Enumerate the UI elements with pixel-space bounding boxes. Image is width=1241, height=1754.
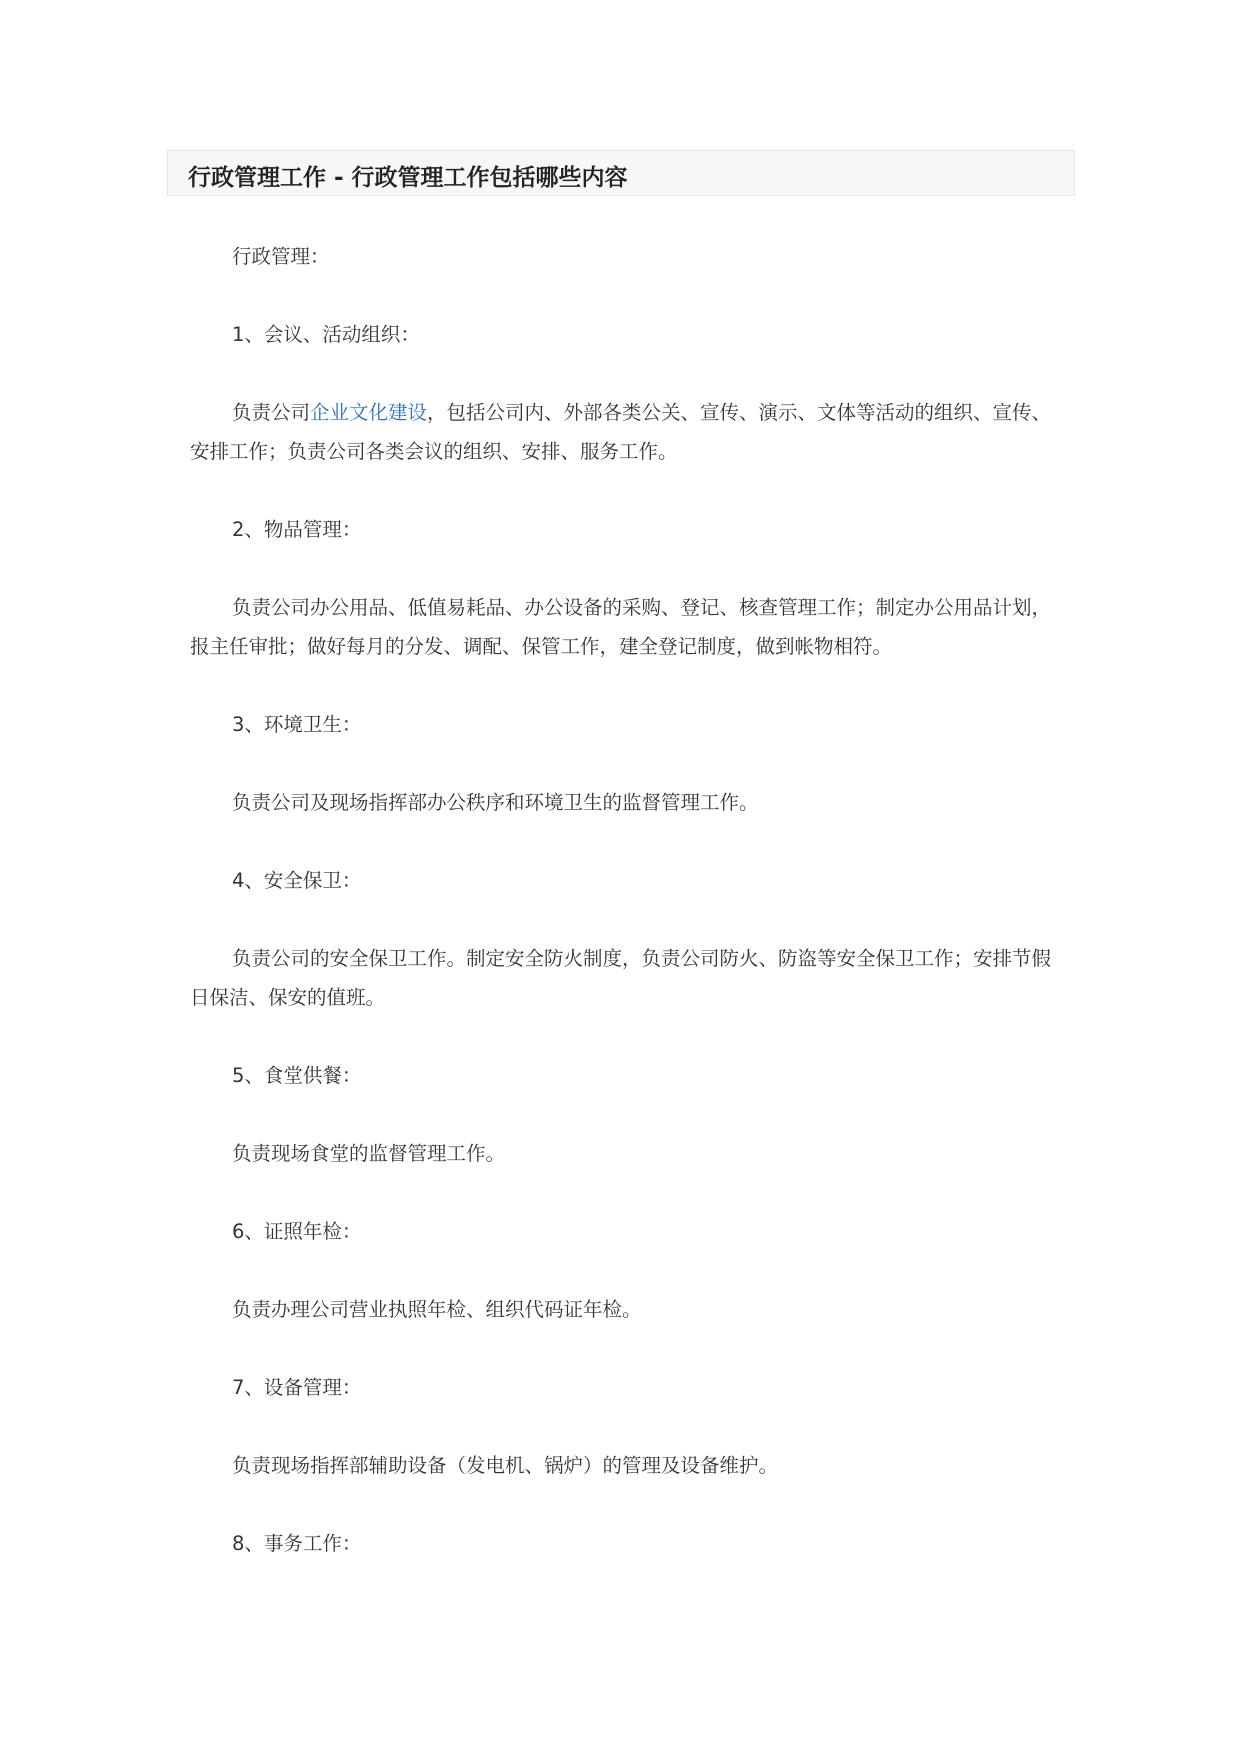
section-number: 6: [232, 1220, 245, 1243]
section-number: 2: [232, 518, 245, 541]
section-heading-2: [190, 510, 1070, 549]
section-heading-8: [190, 1524, 1070, 1563]
section-heading-4: [190, 861, 1070, 900]
section-heading-7: [190, 1368, 1070, 1407]
article-title: 行政管理工作 - 行政管理工作包括哪些内容: [188, 165, 628, 191]
section-number: 1: [232, 323, 245, 346]
section-heading-text: 、会议、活动组织：: [244, 323, 420, 346]
section-body-prefix: 负责公司: [232, 401, 311, 424]
section-body-4: 负责公司的安全保卫工作。制定安全防火制度，负责公司防火、防盗等安全保卫工作；安排节假日保洁、保安的值班。: [190, 947, 1052, 1009]
section-number: 5: [232, 1064, 245, 1087]
section-body-7: 负责现场指挥部辅助设备（发电机、锅炉）的管理及设备维护。: [232, 1454, 779, 1477]
section-heading-text: 、食堂供餐：: [244, 1064, 362, 1087]
section-number: 8: [232, 1532, 245, 1555]
corporate-culture-link[interactable]: 企业文化建设: [310, 401, 428, 424]
section-heading-text: 、证照年检：: [244, 1220, 362, 1243]
section-heading-text: 、物品管理：: [244, 518, 362, 541]
article-title-bar: [167, 150, 1075, 196]
section-body-5: 负责现场食堂的监督管理工作。: [232, 1142, 506, 1165]
section-number: 3: [232, 713, 245, 736]
section-heading-text: 、事务工作：: [244, 1532, 362, 1555]
intro-paragraph: 行政管理：: [232, 245, 330, 268]
section-body-1: [190, 393, 1070, 471]
section-heading-text: 、设备管理：: [244, 1376, 362, 1399]
section-body-suffix: ，包括公司内、外部各类公关、宣传、演示、文体等活动的组织、宣传、安排工作；负责公司各类会议的组织、安排、服务工作。: [190, 401, 1052, 463]
section-body-6: 负责办理公司营业执照年检、组织代码证年检。: [232, 1298, 642, 1321]
section-body-2: 负责公司办公用品、低值易耗品、办公设备的采购、登记、核查管理工作；制定办公用品计划，报主任审批；做好每月的分发、调配、保管工作，建全登记制度，做到帐物相符。: [190, 596, 1052, 658]
section-heading-text: 、安全保卫：: [244, 869, 362, 892]
section-heading-1: [190, 315, 1070, 354]
section-body-3: 负责公司及现场指挥部办公秩序和环境卫生的监督管理工作。: [232, 791, 759, 814]
section-heading-5: [190, 1056, 1070, 1095]
article-body: [190, 237, 1070, 1602]
section-number: 4: [232, 869, 245, 892]
section-number: 7: [232, 1376, 245, 1399]
section-heading-3: [190, 705, 1070, 744]
section-heading-text: 、环境卫生：: [244, 713, 362, 736]
section-heading-6: [190, 1212, 1070, 1251]
